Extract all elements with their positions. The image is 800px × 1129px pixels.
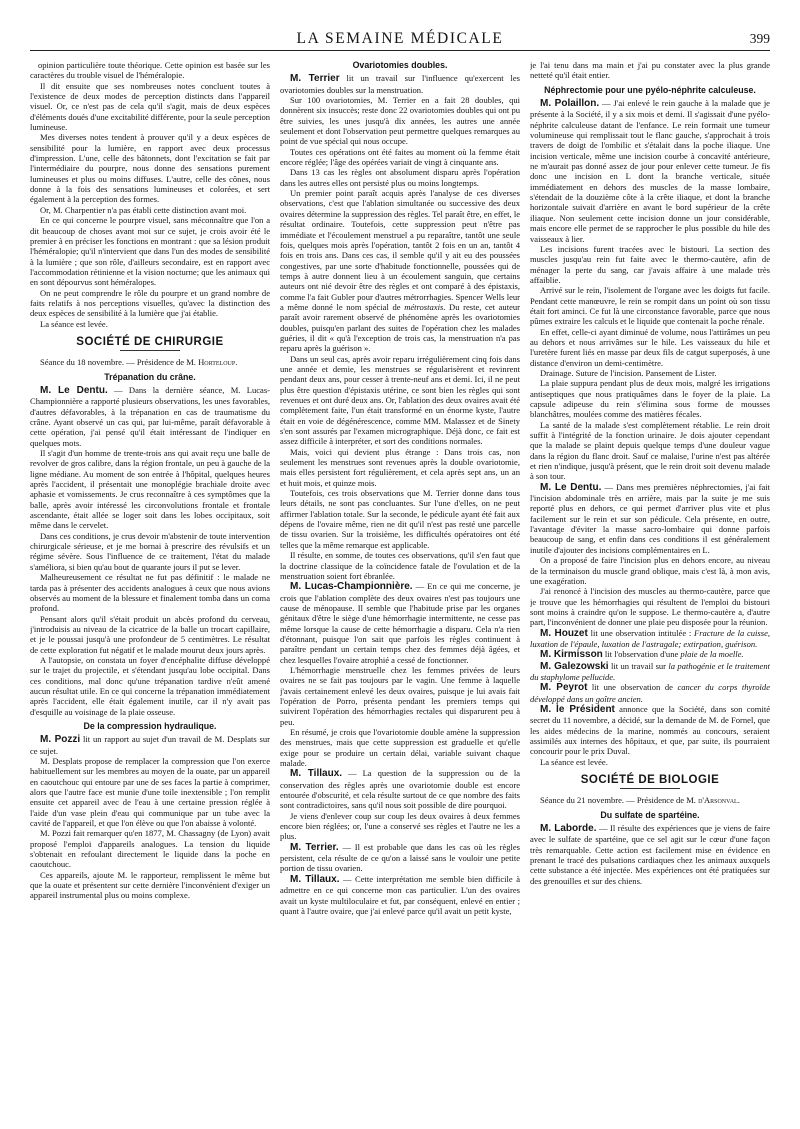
column-3 [530,60,770,1120]
italic-term: métrostaxis [404,301,444,312]
paragraph: Mes diverses notes tendent à prouver qu'il y a deux espèces de sensibilité pour la lumière, en rapport avec deux processus d'impression. L'une, celle des bâtonnets, dont l'excitation se fait par l'intermédiaire du pourpre, nous donne des sensations purement lumineuses et plus ou moins diffuses. L'autre, celle des cônes, nous donne à la fois des sensations lumineuses et colorées, et sert également à la perception des formes. [30,132,270,205]
paragraph-text: lit un travail sur l'influence qu'exercent les ovariotomies doubles sur la menstruation. [280,73,520,95]
paragraph-text: — Il résulte des expériences que je viens de faire avec le sulfate de spartéine, que ce sel agit sur le cœur d'une façon très remarquable. Cette action est facilement mise en évidence en prenant le tracé des pulsations cardiaques chez les animaux auxquels cette substance a été injectée. Mes expériences ont été pratiquées sur des grenouilles et sur des chiens. [530,823,770,886]
paragraph [530,649,770,660]
paragraph: Dans un seul cas, après avoir reparu irrégulièrement cinq fois dans une année et demie, les menstrues se régularisèrent et revinrent pendant deux ans, pour cesser à trente-neuf ans et demi. Ici, il ne peut plus être question d'épistaxis utérine, ce sont bien les règles qui sont revenues et ont duré deux ans. Or, l'ablation des deux ovaires avait été complètement faite, l'un était transformé en un énorme kyste, l'autre était en voie de dégénérescence, comme MM. Malassez et de Sinety s'en sont assurés par l'examen micrographique. Déjà donc, ce fait est assez difficile à interpréter, et sort des conditions normales. [280,353,520,447]
text-columns [30,60,770,1120]
paragraph: Mais, voici qui devient plus étrange : Dans trois cas, non seulement les menstrues sont revenues après la double ovariotomie, mais elles persistent fort régulièrement, et cela après sept ans, un an et huit mois, et quinze mois. [280,446,520,488]
paragraph [30,734,270,756]
paragraph-text: — En ce qui me concerne, je crois que l'ablation complète des deux ovaires n'est pas toujours une cause de ménopause. Il semble que l'habitude prise par les organes génitaux d'être le siège d'une hémorrhagie intermittente, ne cesse pas même lorsque la cause de cette hémorrhagie a disparu. Cela n'a rien d'étonnant, puisque l'on sait que parfois les règles continuent à paraître pendant un certain temps chez des femmes déjà âgées, et chez lesquelles l'ovaire atrophié a cessé de fonctionner. [280,581,520,665]
paragraph [530,98,770,244]
subheading-nephrectomie: Néphrectomie pour une pyélo-néphrite calculeuse. [544,84,756,95]
paragraph-text: — Il est probable que dans les cas où les règles persistent, cela résulte de ce qu'on a laissé sans le vouloir une petite portion de tissu ovarien. [280,841,520,874]
paragraph: Il résulte, en somme, de toutes ces observations, qu'il s'en faut que la doctrine classique de la coïncidence fatale de l'ovulation et de la menstruation soient fort ébranlée. [280,550,520,581]
paragraph: Ces appareils, ajoute M. le rapporteur, remplissent le même but que la ouate et présentent sur cette dernière l'inconvénient d'exiger un appareil instrumental plus ou moins complexe. [30,869,270,901]
paragraph: M. Pozzi fait remarquer qu'en 1877, M. Chassagny (de Lyon) avait proposé l'emploi d'appareils analogues. La tension du liquide s'obtenait en refoulant directement le liquide dans la poche en caoutchouc. [30,828,270,870]
column-2 [280,60,520,1120]
paragraph: Dans 13 cas les règles ont absolument disparu après l'opération dans les autres elles ont persisté plus ou moins longtemps. [280,167,520,188]
paragraph: Sur 100 ovariotomies, M. Terrier en a fait 28 doubles, qui donnèrent six insuccès; reste donc 22 ovariotomies doubles qui ont pu être suivies, les unes jusqu'à dix années, les autres une année seulement et dont l'observation peut permettre quelques remarques au point de vue spécial qui nous occupe. [280,95,520,147]
paragraph: L'hémorrhagie menstruelle chez les femmes privées de leurs ovaires ne se fait pas toujours par le vagin. Une femme à laquelle j'avais certainement enlevé les deux ovaires, puisque je lui avais fait l'opération de Porro, présenta pendant les premiers temps qui suivirent l'opération des hémorrhagies rectales qui disparurent peu à peu. [280,664,520,727]
speaker-name: M. Houzet [540,627,588,639]
seance-text: Séance du 18 novembre. — Présidence de M. [40,357,199,368]
president-name: Horteloup [198,357,236,368]
paragraph [530,823,770,886]
paragraph [280,874,520,916]
speaker-name: M. Tillaux. [290,768,343,780]
running-head [30,28,770,51]
italic-title: plaie de la moelle. [680,649,744,660]
paragraph: La plaie suppura pendant plus de deux mois, malgré les irrigations antiseptiques que nous pratiquâmes dans le foyer de la plaie. La capsule adipeuse du rein s'élimina sous forme de mousses blanchâtres, moulées comme des matières fécales. [530,378,770,420]
paragraph-text: lit un rapport au sujet d'un travail de M. Desplats sur ce sujet. [30,734,270,756]
paragraph-text: lit une observation intitulée : [587,627,694,638]
paragraph: En résumé, je crois que l'ovariotomie double amène la suppression des menstrues, mais que cette suppression est graduelle et qu'elle exige pour se produire un certain délai, variable suivant chaque malade. [280,727,520,769]
paragraph: Malheureusement ce résultat ne fut pas définitif : le malade ne tarda pas à présenter des accidents analogues à ceux que nous avions observés au moment de la blessure et finalement tomba dans un coma profond. [30,572,270,614]
paragraph: Drainage. Suture de l'incision. Pansement de Lister. [540,367,717,378]
section-rule [620,788,680,789]
speaker-name: M. le Président [540,703,615,715]
paragraph-text: Un premier point paraît acquis après l'analyse de ces diverses observations, c'est que l'ablation simultanée ou successive des deux ovaires détermine la suppression des règles. Tel paraît être, en effet, le résultat ordinaire. Toutefois, cette suppression peut n'être pas immédiate et l'écoulement menstruel a pu reparaître, tantôt une seule fois, quelques mois après l'opération, tantôt 2 fois en un an, tantôt 4 fois en trois ans. Dans ces cas, il semble qu'il y ait eu des poussées congestives, par une sorte d'habitude fonctionnelle, poussées qui de temps à autre donnent lieu à un écoulement sanguin, que certains auteurs ont nié devoir être des règles et ont comparé à des épistaxis, comme l'a fait Gubler pour d'autres métrorrhagies. Spencer Wells leur a même donné le nom spécial de [280,188,520,312]
speaker-name: M. Lucas-Championnière. [290,581,413,593]
page-number: 399 [749,31,770,46]
paragraph [530,661,770,683]
paragraph [530,704,770,757]
paragraph [280,842,520,874]
speaker-name: M. Le Dentu. [40,384,108,396]
speaker-name: M. Pozzi [40,734,81,746]
paragraph: je l'ai tenu dans ma main et j'ai pu constater avec la plus grande netteté qu'il était entier. [530,60,770,81]
paragraph [30,385,270,448]
section-heading-biologie: SOCIÉTÉ DE BIOLOGIE [580,774,720,787]
paragraph-text: — J'ai enlevé le rein gauche à la malade que je présente à la Société, il y a six mois et demi. Il s'agissait d'une pyélo-néphrite calculeuse datant de l'enfance. Le rein formait une tumeur volumineuse qui remplissait tout le flanc gauche, s'approchait à trois travers de doigt de l'ombilic et s'étalait dans la poche iliaque. Une incision verticale, même une incision courbe à concavité antérieure, ne m'aurait pas donné assez de jour pour enlever cette tumeur. Je fis donc une incision en L dont la branche verticale, située immédiatement en dehors des muscles de la masse lombaire, s'étendait de la douzième côte à la crête iliaque, et dont la branche horizontale suivait d'arrière en avant le bord supérieur de la crête iliaque. Non seulement cette incision donne un jour considérable, mais encore elle permet de se rapprocher le plus possible du hile des vaisseaux à lier. [530,98,770,244]
subheading-trepanation: Trépanation du crâne. [104,371,196,382]
italic-title: Fracture de la cuisse, luxation de l'épaule, luxation de l'astragale; extirpation, guérison. [530,627,770,649]
paragraph-text: — Dans la dernière séance, M. Lucas-Championnière a rapporté plusieurs observations, les unes favorables, d'autres défavorables, à la trépanation en cas de traumatisme du crâne. Ayant observé un cas qui, par lui-même, paraît défavorable à cette opération, j'ai pensé qu'il était intéressant de l'indiquer en quelques mots. [30,384,270,448]
paragraph-text: — Dans mes premières néphrectomies, j'ai fait l'incision abdominale très en arrière, mais par la suite je me suis reporté plus en dehors, ce qui permet d'arriver plus vite et plus facilement sur le rein et sur son pédicule. Cela présente, en outre, l'avantage d'éviter la masse sacro-lombaire qui donne parfois beaucoup de sang, et enfin dans ces conditions il est généralement inutile d'ajouter des incisions complémentaires en L. [530,481,770,555]
speaker-name: M. Peyrot [540,682,588,694]
subheading-sparteine: Du sulfate de spartéine. [600,809,700,820]
italic-title: la pathogénie et le traitement du staphylome pellucide. [530,660,770,682]
paragraph [280,188,520,354]
paragraph-text: lit l'observation d'une [602,649,681,660]
speaker-name: M. Tillaux. [290,873,340,885]
paragraph: La santé de la malade s'est complètement rétablie. Le rein droit suffit à l'intégrité de la fonction urinaire. Je dois ajouter cependant que la malade se plaint depuis quelque temps d'une douleur vague dans la région du flanc droit. Sauf ce malaise, l'urine n'est pas altérée et rien n'indique, jusqu'à présent, que le rein droit soit devenu malade à son tour. [530,419,770,482]
speaker-name: M. Galezowski [540,660,609,672]
paragraph [280,581,520,665]
speaker-name: M. Terrier [290,73,340,85]
paragraph [530,628,770,650]
seance-text: Séance du 21 novembre. — Présidence de M. [540,795,699,806]
subheading-ovariotomies: Ovariotomies doubles. [352,60,448,70]
seance-line [530,795,770,805]
paragraph: A l'autopsie, on constata un foyer d'encéphalite diffuse développé sur le trajet du projectile, et s'étendant jusqu'au lobe occipital. Dans ces conditions, mal donc qu'une trépanation tardive n'eût amené aucun résultat utile. En ce qui concerne la trépanation immédiatement après l'accident, elle était également inutile, car il n'y avait pas d'esquille au voisinage de la plaie osseuse. [30,654,270,717]
closing-line: La séance est levée. [540,756,608,767]
section-heading-chirurgie: SOCIÉTÉ DE CHIRURGIE [76,335,224,348]
paragraph-text: lit une observation de [587,682,678,693]
speaker-name: M. Polaillon. [540,98,600,110]
paragraph: Il dit ensuite que ses nombreuses notes concluent toutes à l'existence de deux modes de perception distincts dans l'appareil visuel. Or, ce n'est pas de cela qu'il s'agit, mais de deux espèces d'éléments doués d'une excitabilité différente, pour la seule perception lumineuse. [30,80,270,133]
subheading-compression: De la compression hydraulique. [83,720,217,731]
journal-title: LA SEMAINE MÉDICALE [296,30,504,47]
paragraph-text: — Cette interprétation me semble bien difficile à admettre en ce qui concerne mon cas particulier. L'un des ovaires avait un kyste multiloculaire et fut, par conséquent, enlevé en entier ; quant à l'autre ovaire, que j'ai enlevé parce qu'il avait un petit kyste, [280,873,520,916]
paragraph [530,682,770,704]
speaker-name: M. Terrier. [290,841,339,853]
paragraph-text: annonce que la Société, dans son comité secret du 11 novembre, a décidé, sur la demande de M. de Fornel, que les aides médecins de la marine, nommés au concours, seraient assimilés aux internes des hôpitaux, et que, par suite, ils pourraient concourir pour le prix Duval. [530,703,770,757]
president-name: d'Arsonval [698,795,738,806]
paragraph: On ne peut comprendre le rôle du pourpre et un grand nombre de faits relatifs à nos perceptions visuelles, qu'avec la distinction des deux espèces de sensibilité à la lumière que j'ai établie. [30,287,270,319]
paragraph: Je viens d'enlever coup sur coup les deux ovaires à deux femmes encore bien réglées; or, l'une a conservé ses règles et l'autre ne les a plus. [280,810,520,842]
italic-title: cancer du corps thyroïde développé dans un goître ancien. [530,682,770,704]
paragraph: En effet, celle-ci ayant diminué de volume, nous l'attirâmes un peu au dehors et nous arrivâmes sur le hile. Les vaisseaux du hile et l'uretère furent liés en masse par deux fils de catgut superposés, à une distance d'environ un demi-centimètre. [530,326,770,368]
speaker-name: M. Le Dentu. [540,481,602,493]
seance-end: . [737,795,740,806]
paragraph-text: — La question de la suppression ou de la conservation des règles après une ovariotomie double est encore entourée d'obscurité, et cela résulte surtout de ce que nombre des faits sont contradictoires, sans qu'il nous soit possible de dire pourquoi. [280,768,520,811]
paragraph-text: . Du reste, cet auteur paraît avoir rarement observé de phénomène après les ovariotomies doubles, puisqu'en parlant des suites de l'opération chez les malades guéries, il dit « qu'à l'exception de trois cas, la menstruation n'a pas reparu après la guérison ». [280,301,520,354]
column-1 [30,60,270,1120]
paragraph: Toutes ces opérations ont été faites au moment où la femme était encore réglée; l'âge des opérées variait de vingt à cinquante ans. [280,146,520,168]
closing-line: La séance est levée. [40,318,108,329]
paragraph: On a proposé de faire l'incision plus en dehors encore, au niveau de la terminaison du muscle grand oblique, mais c'est là, à mon avis, une exagération. [530,555,770,586]
paragraph: En ce qui concerne le pourpre visuel, sans méconnaître que l'on a dit beaucoup de choses avant moi sur ce sujet, je crois avoir été le premier à en préciser les fonctions en montrant : que sa lésion produit l'héméralopie; qu'il n'intervient que dans l'un des modes de sensibilité à la lumière ; que son rôle, d'ailleurs secondaire, est en rapport avec l'accommodation rétinienne et la vision nocturne; que les animaux qui en sont dépourvus sont héméralopes. [30,215,270,288]
paragraph-text: lit un travail sur [608,660,669,671]
seance-end: . [235,357,238,368]
paragraph: Arrivé sur le rein, l'isolement de l'organe avec les doigts fut facile. Pendant cette manœuvre, le rein se rompit dans un point où son tissu était fort aminci. Ce fut là une circonstance favorable, parce que nous pûmes extraire les calculs et le liquide que contenait la poche rénale. [530,285,770,327]
section-rule [120,350,180,351]
paragraph: Les incisions furent tracées avec le bistouri. La section des muscles jusqu'au rein fut faite avec le thermo-cautère, afin de ménager la perte du sang, car j'avais affaire à une malade très affaiblie. [530,243,770,285]
seance-line [30,357,270,367]
paragraph [280,73,520,95]
paragraph: Dans ces conditions, je crus devoir m'abstenir de toute intervention chirurgicale sérieuse, et je me bornai à prescrire des révulsifs et un régime sévère. Sous l'influence de ce traitement, l'état du malade s'améliora, si bien qu'au bout de quarante jours il put se lever. [30,530,270,572]
speaker-name: M. Kirmisson [540,649,603,661]
paragraph: Or, M. Charpentier n'a pas établi cette distinction avant moi. [40,204,247,215]
paragraph: Il s'agit d'un homme de trente-trois ans qui avait reçu une balle de revolver de gros calibre, dans la région frontale, un peu à gauche de la ligne médiane. Au moment de son entrée à l'hôpital, quelques heures après l'accident, il présentait une monoplégie brachiale droite avec aphasie et vomissements. Je crus reconnaître à ces symptômes que la balle, après avoir intéressé les circonvolutions frontale et frontale ascendante, était allée se loger soit dans les lobes occipitaux, soit même dans le cervelet. [30,448,270,531]
paragraph [280,768,520,810]
paragraph: J'ai renoncé à l'incision des muscles au thermo-cautère, parce que je trouve que les hémorrhagies qui résultent de l'emploi du bistouri sont moins à craindre qu'on le suppose. Le thermo-cautère a, d'autre part, l'inconvénient de donner une plaie peu disposée pour la réunion. [530,586,770,628]
speaker-name: M. Laborde. [540,823,597,835]
paragraph: M. Desplats propose de remplacer la compression que l'on exerce habituellement sur les membres au moyen de la ouate, par un appareil en caoutchouc qui entoure par une de ses faces la partie à comprimer, alors que l'autre face est munie d'une toile inextensible ; l'on remplit ensuite cet appareil avec de l'eau à une certaine pression réglée à l'aide d'un vase plein d'eau qui communique par un tube avec la cavité de l'appareil, et que l'on élève ou que l'on abaisse à volonté. [30,756,270,829]
paragraph: opinion particulière toute théorique. Cette opinion est basée sur les caractères du trouble visuel de l'héméralopie. [30,60,270,81]
paragraph: Toutefois, ces trois observations que M. Terrier donne dans tous leurs détails, ne sont pas concluantes. Sur l'une d'elles, on ne peut affirmer l'ablation totale. Sur la seconde, le pédicule ayant été fait aux dépens de l'ovaire même, rien ne dit qu'il n'est pas resté une parcelle de tissu ovarien. Sur la troisième, les difficultés opératoires ont été telles que la même remarque est applicable. [280,488,520,550]
paragraph: Pensant alors qu'il s'était produit un abcès profond du cerveau, j'introduisis au niveau de la cicatrice de la balle un trocart capillaire, et je le poussai jusqu'à une profondeur de 5 centimètres. Le résultat de cette exploration fut négatif et le malade mourut deux jours après. [30,613,270,655]
paragraph [530,482,770,555]
